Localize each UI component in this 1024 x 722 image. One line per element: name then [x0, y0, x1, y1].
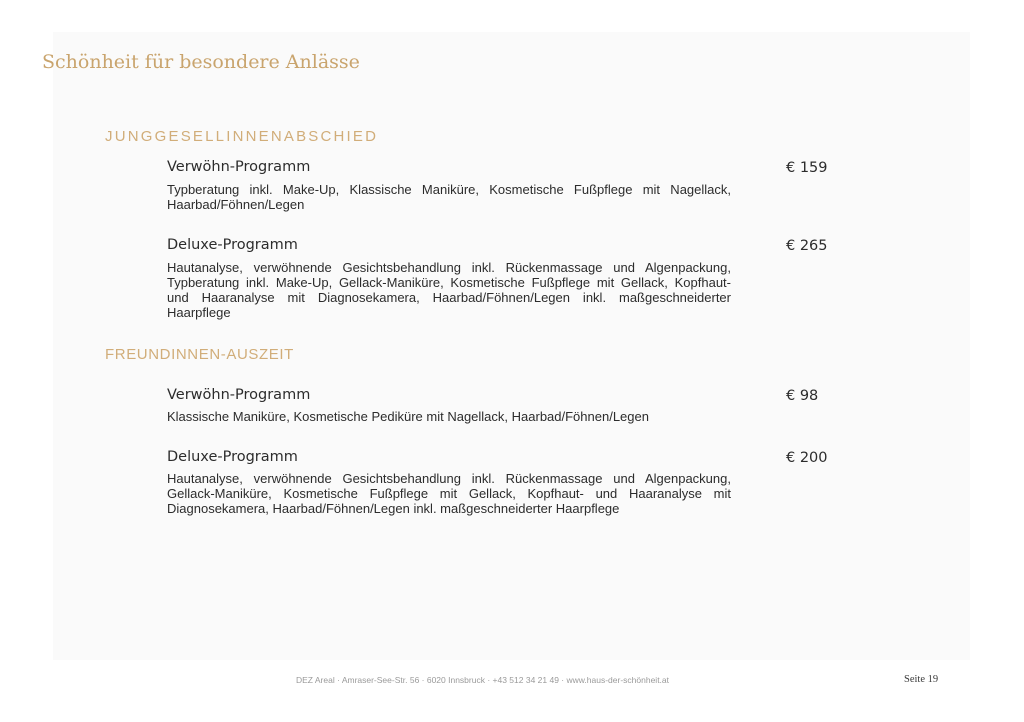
- item-description: Klassische Maniküre, Kosmetische Pediküre mit Nagellack, Haarbad/Föhnen/Legen: [167, 409, 649, 424]
- item-name: Verwöhn-Programm: [167, 387, 311, 403]
- item-price: € 98: [786, 388, 819, 404]
- item-description: Typberatung inkl. Make-Up, Klassische Maniküre, Kosmetische Fußpflege mit Nagellack, Haarbad/Föhnen/Legen: [167, 182, 731, 212]
- page-title: Schönheit für besondere Anlässe: [42, 51, 360, 73]
- item-description: Hautanalyse, verwöhnende Gesichtsbehandlung inkl. Rückenmassage und Algenpackung, Typberatung inkl. Make-Up, Gellack-Maniküre, Kosmetische Fußpflege mit Gellack, Kopfhaut- und Haaranalyse mit Diagnosekamera, Haarbad/Föhnen/Legen inkl. maßgeschneiderter Haarpflege: [167, 260, 731, 320]
- item-price: € 265: [786, 238, 828, 254]
- item-price: € 200: [786, 450, 828, 466]
- item-price: € 159: [786, 160, 828, 176]
- item-name: Deluxe-Programm: [167, 237, 298, 253]
- item-description: Hautanalyse, verwöhnende Gesichtsbehandlung inkl. Rückenmassage und Algenpackung, Gellack-Maniküre, Kosmetische Fußpflege mit Gellack, Kopfhaut- und Haaranalyse mit Diagnosekamera, Haarbad/Föhnen/Legen inkl. maßgeschneiderter Haarpflege: [167, 471, 731, 516]
- page-number: Seite 19: [904, 674, 939, 685]
- section-heading-freundinnen-auszeit: FREUNDINNEN-AUSZEIT: [105, 346, 294, 363]
- item-name: Deluxe-Programm: [167, 449, 298, 465]
- footer-address: DEZ Areal · Amraser-See-Str. 56 · 6020 Innsbruck · +43 512 34 21 49 · www.haus-der-schönheit.at: [296, 675, 670, 685]
- item-name: Verwöhn-Programm: [167, 159, 311, 175]
- section-heading-junggesellinnenabschied: JUNGGESELLINNENABSCHIED: [105, 128, 379, 145]
